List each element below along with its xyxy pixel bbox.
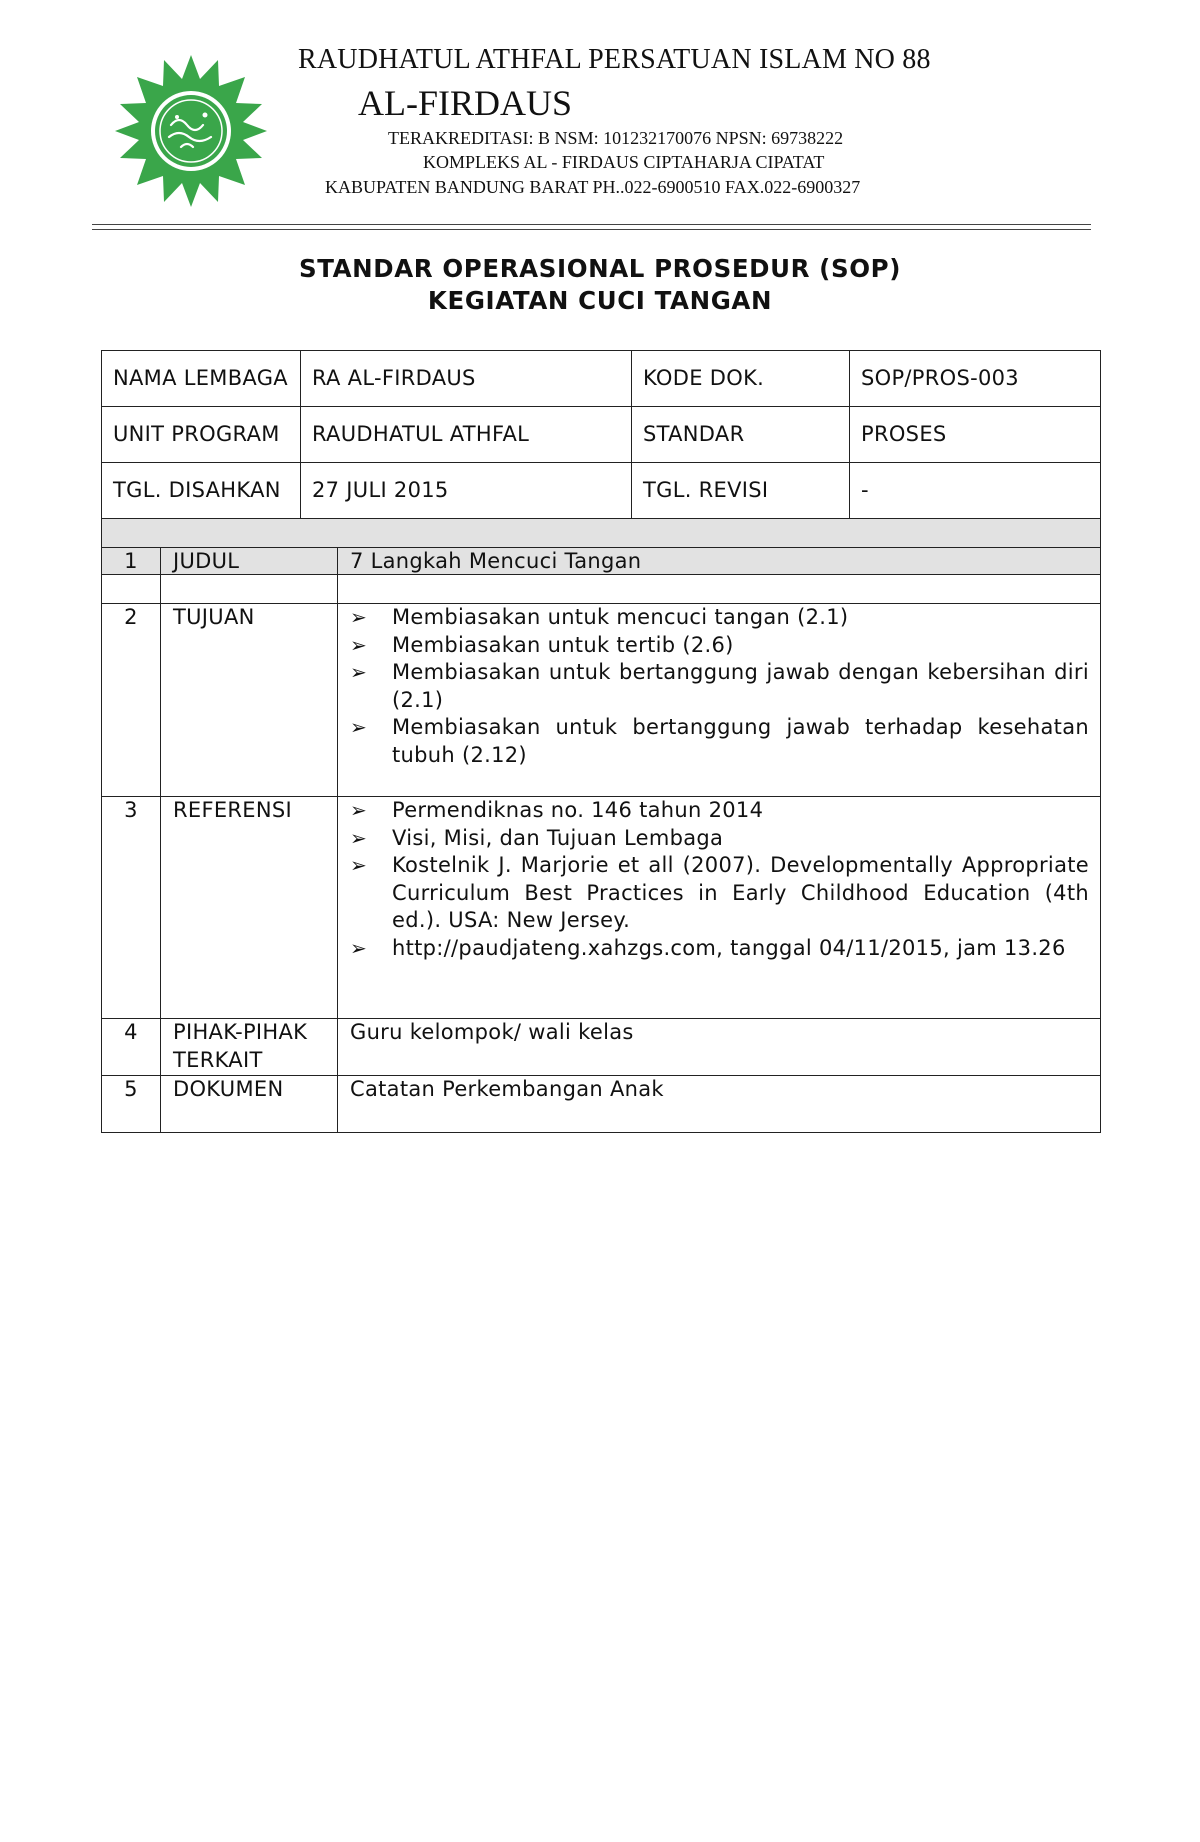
list-item bbox=[350, 797, 1089, 825]
institution-logo bbox=[112, 52, 270, 210]
row-label: TUJUAN bbox=[161, 604, 338, 797]
info-value: SOP/PROS-003 bbox=[850, 351, 1101, 407]
arrowhead-bullet-icon: ➢ bbox=[350, 935, 368, 960]
row-label: JUDUL bbox=[161, 548, 338, 604]
row-number: 4 bbox=[102, 1019, 161, 1076]
sop-row bbox=[102, 548, 1101, 604]
info-value: 27 JULI 2015 bbox=[301, 463, 632, 519]
list-item-text: Membiasakan untuk bertanggung jawab dengan kebersihan diri (2.1) bbox=[392, 660, 1089, 712]
arrowhead-bullet-icon: ➢ bbox=[350, 632, 368, 657]
accreditation-line: TERAKREDITASI: B NSM: 101232170076 NPSN: 69738222 bbox=[388, 128, 844, 148]
info-value: - bbox=[850, 463, 1101, 519]
address-line: KOMPLEKS AL - FIRDAUS CIPTAHARJA CIPATAT bbox=[423, 152, 825, 172]
row-number: 5 bbox=[102, 1076, 161, 1133]
contact-line: KABUPATEN BANDUNG BARAT PH..022-6900510 FAX.022-6900327 bbox=[325, 177, 861, 197]
info-row bbox=[102, 407, 1101, 463]
sop-row bbox=[102, 604, 1101, 797]
header-rule-top bbox=[92, 224, 1091, 225]
info-label: TGL. REVISI bbox=[632, 463, 850, 519]
arrowhead-bullet-icon: ➢ bbox=[350, 825, 368, 850]
row-label: REFERENSI bbox=[161, 797, 338, 1019]
list-item bbox=[350, 632, 1089, 660]
arrowhead-bullet-icon: ➢ bbox=[350, 605, 368, 629]
row-content: Guru kelompok/ wali kelas bbox=[338, 1019, 1101, 1076]
row-number: 3 bbox=[102, 797, 161, 1019]
list-item-text: Visi, Misi, dan Tujuan Lembaga bbox=[392, 825, 724, 850]
list-item-text: Membiasakan untuk bertanggung jawab terhadap kesehatan tubuh (2.12) bbox=[392, 715, 1089, 767]
info-label: KODE DOK. bbox=[632, 351, 850, 407]
list-item bbox=[350, 604, 1089, 632]
document-info-table bbox=[101, 350, 1101, 575]
school-name: RAUDHATUL ATHFAL PERSATUAN ISLAM NO 88 bbox=[298, 44, 931, 75]
list-item-text: Permendiknas no. 146 tahun 2014 bbox=[392, 798, 764, 822]
header-rule-bottom bbox=[92, 229, 1091, 230]
info-value: RAUDHATUL ATHFAL bbox=[301, 407, 632, 463]
row-label: PIHAK-PIHAK TERKAIT bbox=[161, 1019, 338, 1076]
row-content bbox=[338, 797, 1101, 1019]
arrowhead-bullet-icon: ➢ bbox=[350, 715, 368, 739]
list-item bbox=[350, 852, 1089, 935]
objectives-list bbox=[350, 604, 1089, 769]
row-content: 7 Langkah Mencuci Tangan bbox=[338, 548, 1101, 604]
list-item bbox=[350, 659, 1089, 714]
list-item-text: Membiasakan untuk tertib (2.6) bbox=[392, 632, 734, 657]
info-value: PROSES bbox=[850, 407, 1101, 463]
info-row bbox=[102, 351, 1101, 407]
info-label: NAMA LEMBAGA bbox=[102, 351, 301, 407]
row-number: 1 bbox=[102, 548, 161, 604]
row-label: DOKUMEN bbox=[161, 1076, 338, 1133]
sop-content-table bbox=[101, 547, 1101, 1133]
list-item-text: http://paudjateng.xahzgs.com, tanggal 04/11/2015, jam 13.26 bbox=[392, 935, 1066, 960]
info-row bbox=[102, 463, 1101, 519]
sop-row bbox=[102, 1019, 1101, 1076]
document-subtitle: KEGIATAN CUCI TANGAN bbox=[427, 286, 773, 315]
arrowhead-bullet-icon: ➢ bbox=[350, 798, 368, 822]
list-item-text: Membiasakan untuk mencuci tangan (2.1) bbox=[392, 605, 849, 629]
arrowhead-bullet-icon: ➢ bbox=[350, 660, 368, 684]
school-subname: AL-FIRDAUS bbox=[358, 83, 573, 123]
sop-row bbox=[102, 1076, 1101, 1133]
row-number: 2 bbox=[102, 604, 161, 797]
row-content: Catatan Perkembangan Anak bbox=[338, 1076, 1101, 1133]
list-item bbox=[350, 935, 1089, 963]
arrowhead-bullet-icon: ➢ bbox=[350, 853, 368, 877]
references-list bbox=[350, 797, 1089, 962]
sop-row bbox=[102, 797, 1101, 1019]
info-value: RA AL-FIRDAUS bbox=[301, 351, 632, 407]
list-item-text: Kostelnik J. Marjorie et all (2007). Developmentally Appropriate Curriculum Best Practices in Early Childhood Education (4th ed.). USA: New Jersey. bbox=[392, 853, 1089, 932]
list-item bbox=[350, 714, 1089, 769]
info-label: UNIT PROGRAM bbox=[102, 407, 301, 463]
info-label: STANDAR bbox=[632, 407, 850, 463]
document-title: STANDAR OPERASIONAL PROSEDUR (SOP) bbox=[298, 254, 902, 283]
info-label: TGL. DISAHKAN bbox=[102, 463, 301, 519]
list-item bbox=[350, 825, 1089, 853]
row-content bbox=[338, 604, 1101, 797]
